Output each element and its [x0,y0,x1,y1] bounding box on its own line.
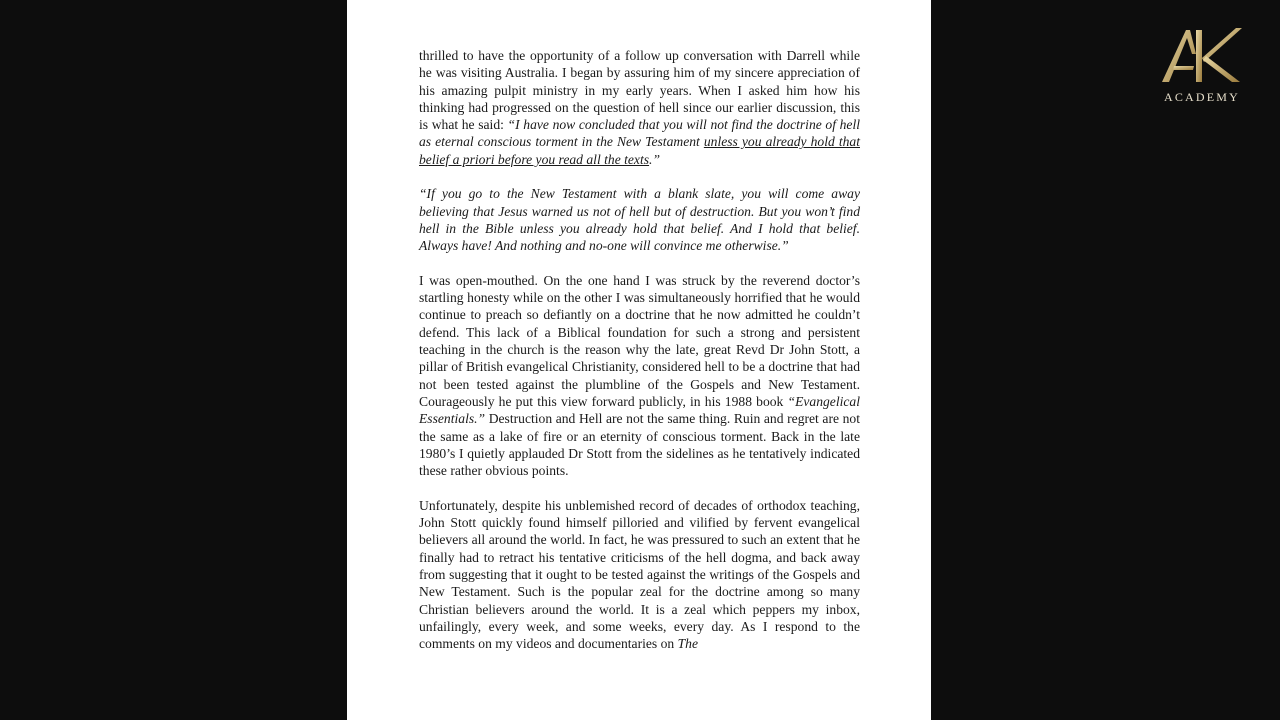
quote-underlined: unless you already hold that belief a priori before you read all the texts [419,134,860,167]
paragraph-3-text-a: I was open-mouthed. On the one hand I was struck by the reverend doctor’s startling honesty while on the other I was simultaneously horrified that he would continue to preach so defiantly on a doctrine that he now admitted he couldn’t defend. This lack of a Biblical foundation for such a strong and persistent teaching in the church is the reason why the late, great Revd Dr John Stott, a pillar of British evangelical Christianity, considered hell to be a doctrine that had not been tested against the plumbline of the Gospels and New Testament. Courageously he put this view forward publicly, in his 1988 book [419,272,860,409]
ak-monogram-icon [1156,24,1248,88]
paragraph-3-text-b: Destruction and Hell are not the same thing. Ruin and regret are not the same as a lake of fire or an eternity of conscious torment. Back in the late 1980’s I quietly applauded Dr Stott from the sidelines as he tentatively indicated these rather obvious points. [419,411,860,479]
paragraph-2 [419,185,860,254]
logo-wordmark: ACADEMY [1163,90,1241,104]
quote-blank-slate: “If you go to the New Testament with a blank slate, you will come away believing that Jesus warned us not of hell but of destruction. But you won’t find hell in the Bible unless you already hold that belief. And I hold that belief. Always have! And nothing and no-one will convince me otherwise.” [419,186,860,254]
quote-darrell-text: “I have now concluded that you will not find the doctrine of hell as eternal conscious torment in the New Testament [419,117,861,150]
document-page [347,0,931,720]
paragraph-4-end: The [677,636,698,652]
book-title: “Evangelical Essentials.” [419,393,860,427]
quote-darrell-end: .” [649,151,661,167]
paragraph-3 [419,272,860,480]
paragraph-4 [419,497,860,653]
ak-academy-logo [1152,24,1252,108]
paragraph-1-text: thrilled to have the opportunity of a follow up conversation with Darrell while he was visiting Australia. I began by assuring him of my sincere appreciation of his amazing pulpit ministry in my early years. When I asked him how his thinking had progressed on the question of hell since our earlier discussion, this is what he said: [419,48,860,133]
paragraph-1 [419,47,860,168]
document-body [419,47,860,670]
paragraph-4-text: Unfortunately, despite his unblemished record of decades of orthodox teaching, John Stott quickly found himself pilloried and vilified by fervent evangelical believers all around the world. In fact, he was pressured to such an extent that he finally had to retract his tentative criticisms of the hell dogma, and back away from suggesting that it ought to be tested against the writings of the Gospels and New Testament. Such is the popular zeal for the doctrine among so many Christian believers around the world. It is a zeal which peppers my inbox, unfailingly, every week, and some weeks, every day. As I respond to the comments on my videos and documentaries on [419,497,860,652]
